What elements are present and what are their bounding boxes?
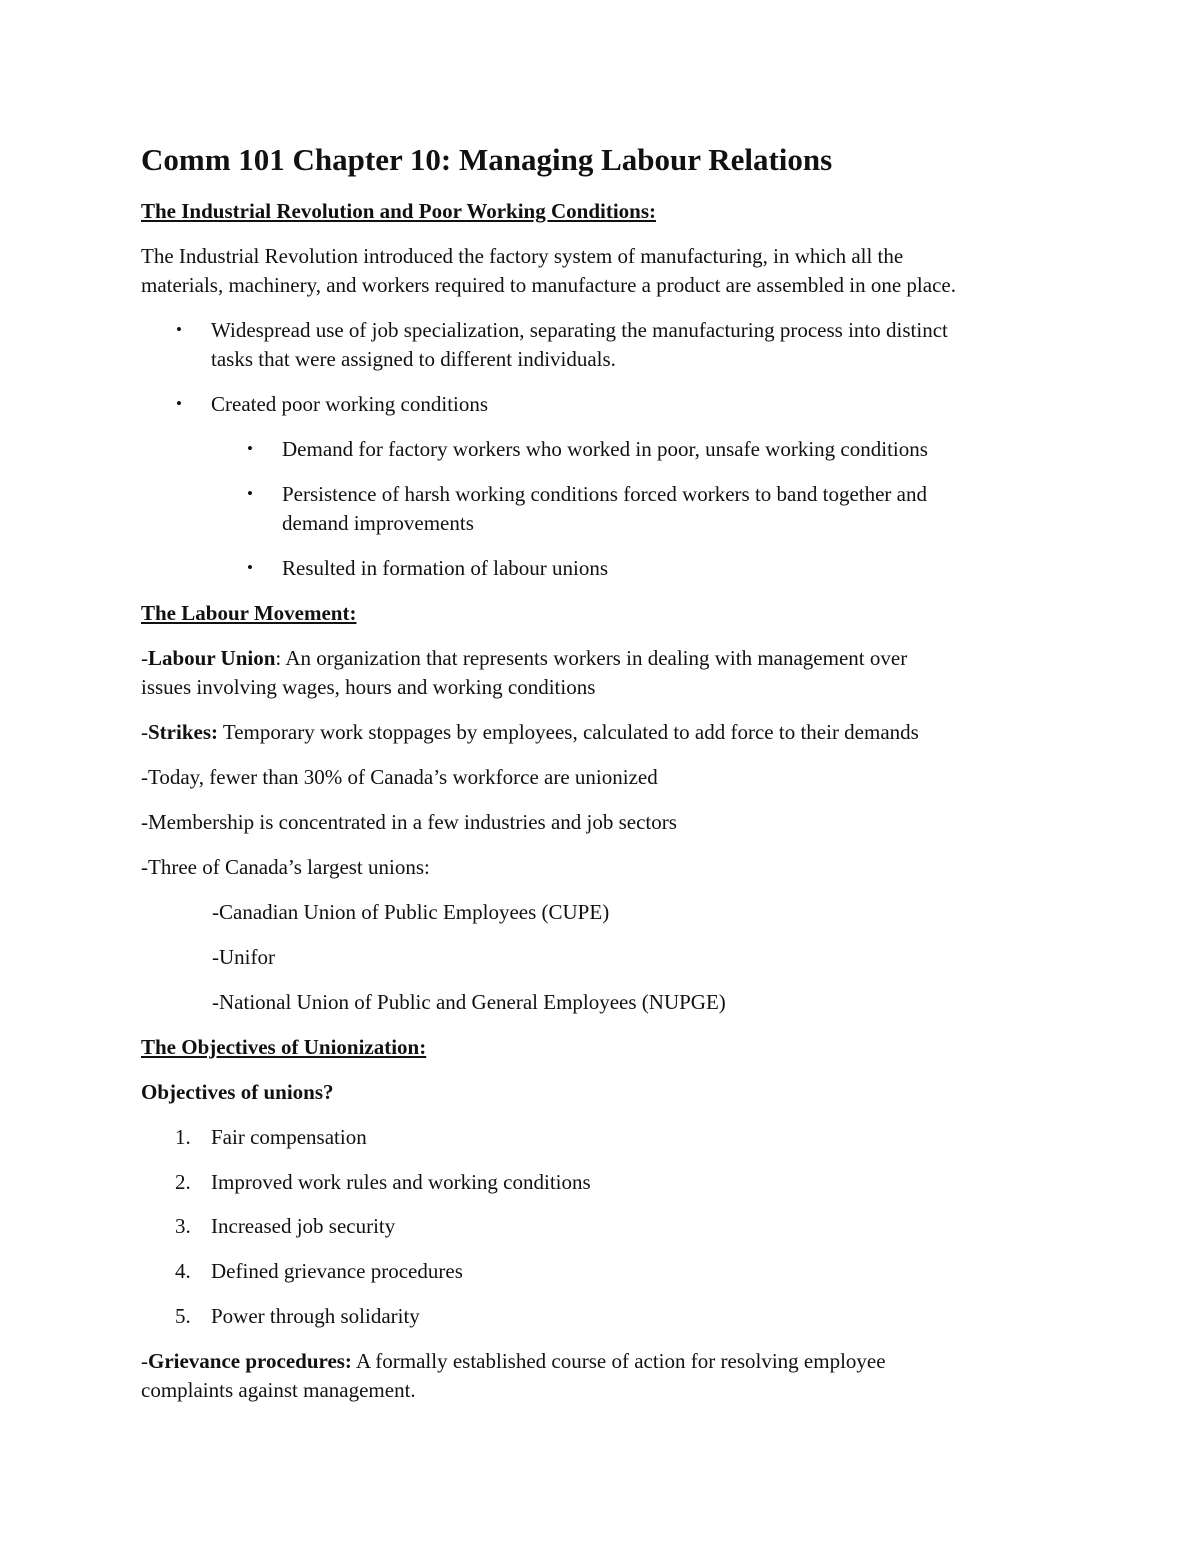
bullet-job-specialization-line-2: tasks that were assigned to different individuals. [211, 347, 616, 371]
page-title: Comm 101 Chapter 10: Managing Labour Relations [141, 142, 833, 177]
grievance-term: Grievance procedures: [148, 1349, 352, 1373]
sub-bullet-persistence-line-1: Persistence of harsh working conditions forced workers to band together and [282, 482, 927, 506]
membership-text: -Membership is concentrated in a few industries and job sectors [141, 810, 677, 834]
union-cupe: -Canadian Union of Public Employees (CUPE) [212, 900, 610, 924]
largest-unions-text: -Three of Canada’s largest unions: [141, 855, 430, 879]
list-number: 4. [175, 1259, 191, 1283]
labour-union-definition-line-2: issues involving wages, hours and working conditions [141, 675, 596, 699]
bullet-icon: • [176, 320, 182, 339]
dash: - [141, 720, 148, 744]
list-number: 5. [175, 1304, 191, 1328]
today-unionized-text: -Today, fewer than 30% of Canada’s workforce are unionized [141, 765, 658, 789]
labour-union-term: Labour Union [148, 646, 276, 670]
grievance-definition-line-2: complaints against management. [141, 1378, 416, 1402]
labour-union-definition: : An organization that represents workers in dealing with management over [275, 646, 908, 670]
dash: - [141, 646, 148, 670]
section-heading-objectives: The Objectives of Unionization: [141, 1035, 427, 1059]
intro-paragraph-line-2: materials, machinery, and workers required to manufacture a product are assembled in one place. [141, 273, 956, 297]
grievance-def: A formally established course of action for resolving employee [351, 1349, 886, 1373]
sub-bullet-icon: • [247, 558, 253, 577]
sub-bullet-demand: Demand for factory workers who worked in poor, unsafe working conditions [282, 437, 928, 461]
grievance-definition-line-1 [141, 1347, 886, 1375]
objective-item: Fair compensation [211, 1125, 367, 1149]
section-heading-labour-movement: The Labour Movement: [141, 601, 357, 625]
union-nupge: -National Union of Public and General Employees (NUPGE) [212, 990, 726, 1014]
sub-bullet-formation: Resulted in formation of labour unions [282, 556, 609, 580]
list-number: 1. [175, 1125, 191, 1149]
sub-bullet-persistence-line-2: demand improvements [282, 511, 474, 535]
bullet-poor-conditions: Created poor working conditions [211, 392, 489, 416]
section-heading-industrial-revolution: The Industrial Revolution and Poor Working Conditions: [141, 199, 657, 223]
objective-item: Power through solidarity [211, 1304, 420, 1328]
union-unifor: -Unifor [212, 945, 275, 969]
sub-bullet-icon: • [247, 439, 253, 458]
objective-item: Increased job security [211, 1214, 396, 1238]
list-number: 3. [175, 1214, 191, 1238]
strikes-term: Strikes: [148, 720, 218, 744]
sub-bullet-icon: • [247, 484, 253, 503]
objective-item: Improved work rules and working conditions [211, 1170, 591, 1194]
strikes-def: Temporary work stoppages by employees, calculated to add force to their demands [218, 720, 919, 744]
intro-paragraph-line-1: The Industrial Revolution introduced the factory system of manufacturing, in which all the [141, 244, 904, 268]
bullet-job-specialization-line-1: Widespread use of job specialization, separating the manufacturing process into distinct [211, 318, 948, 342]
dash: - [141, 1349, 148, 1373]
bullet-icon: • [176, 394, 182, 413]
objective-item: Defined grievance procedures [211, 1259, 463, 1283]
strikes-definition [141, 718, 919, 746]
objectives-subheading: Objectives of unions? [141, 1080, 334, 1104]
list-number: 2. [175, 1170, 191, 1194]
labour-union-definition-line-1 [141, 644, 907, 672]
